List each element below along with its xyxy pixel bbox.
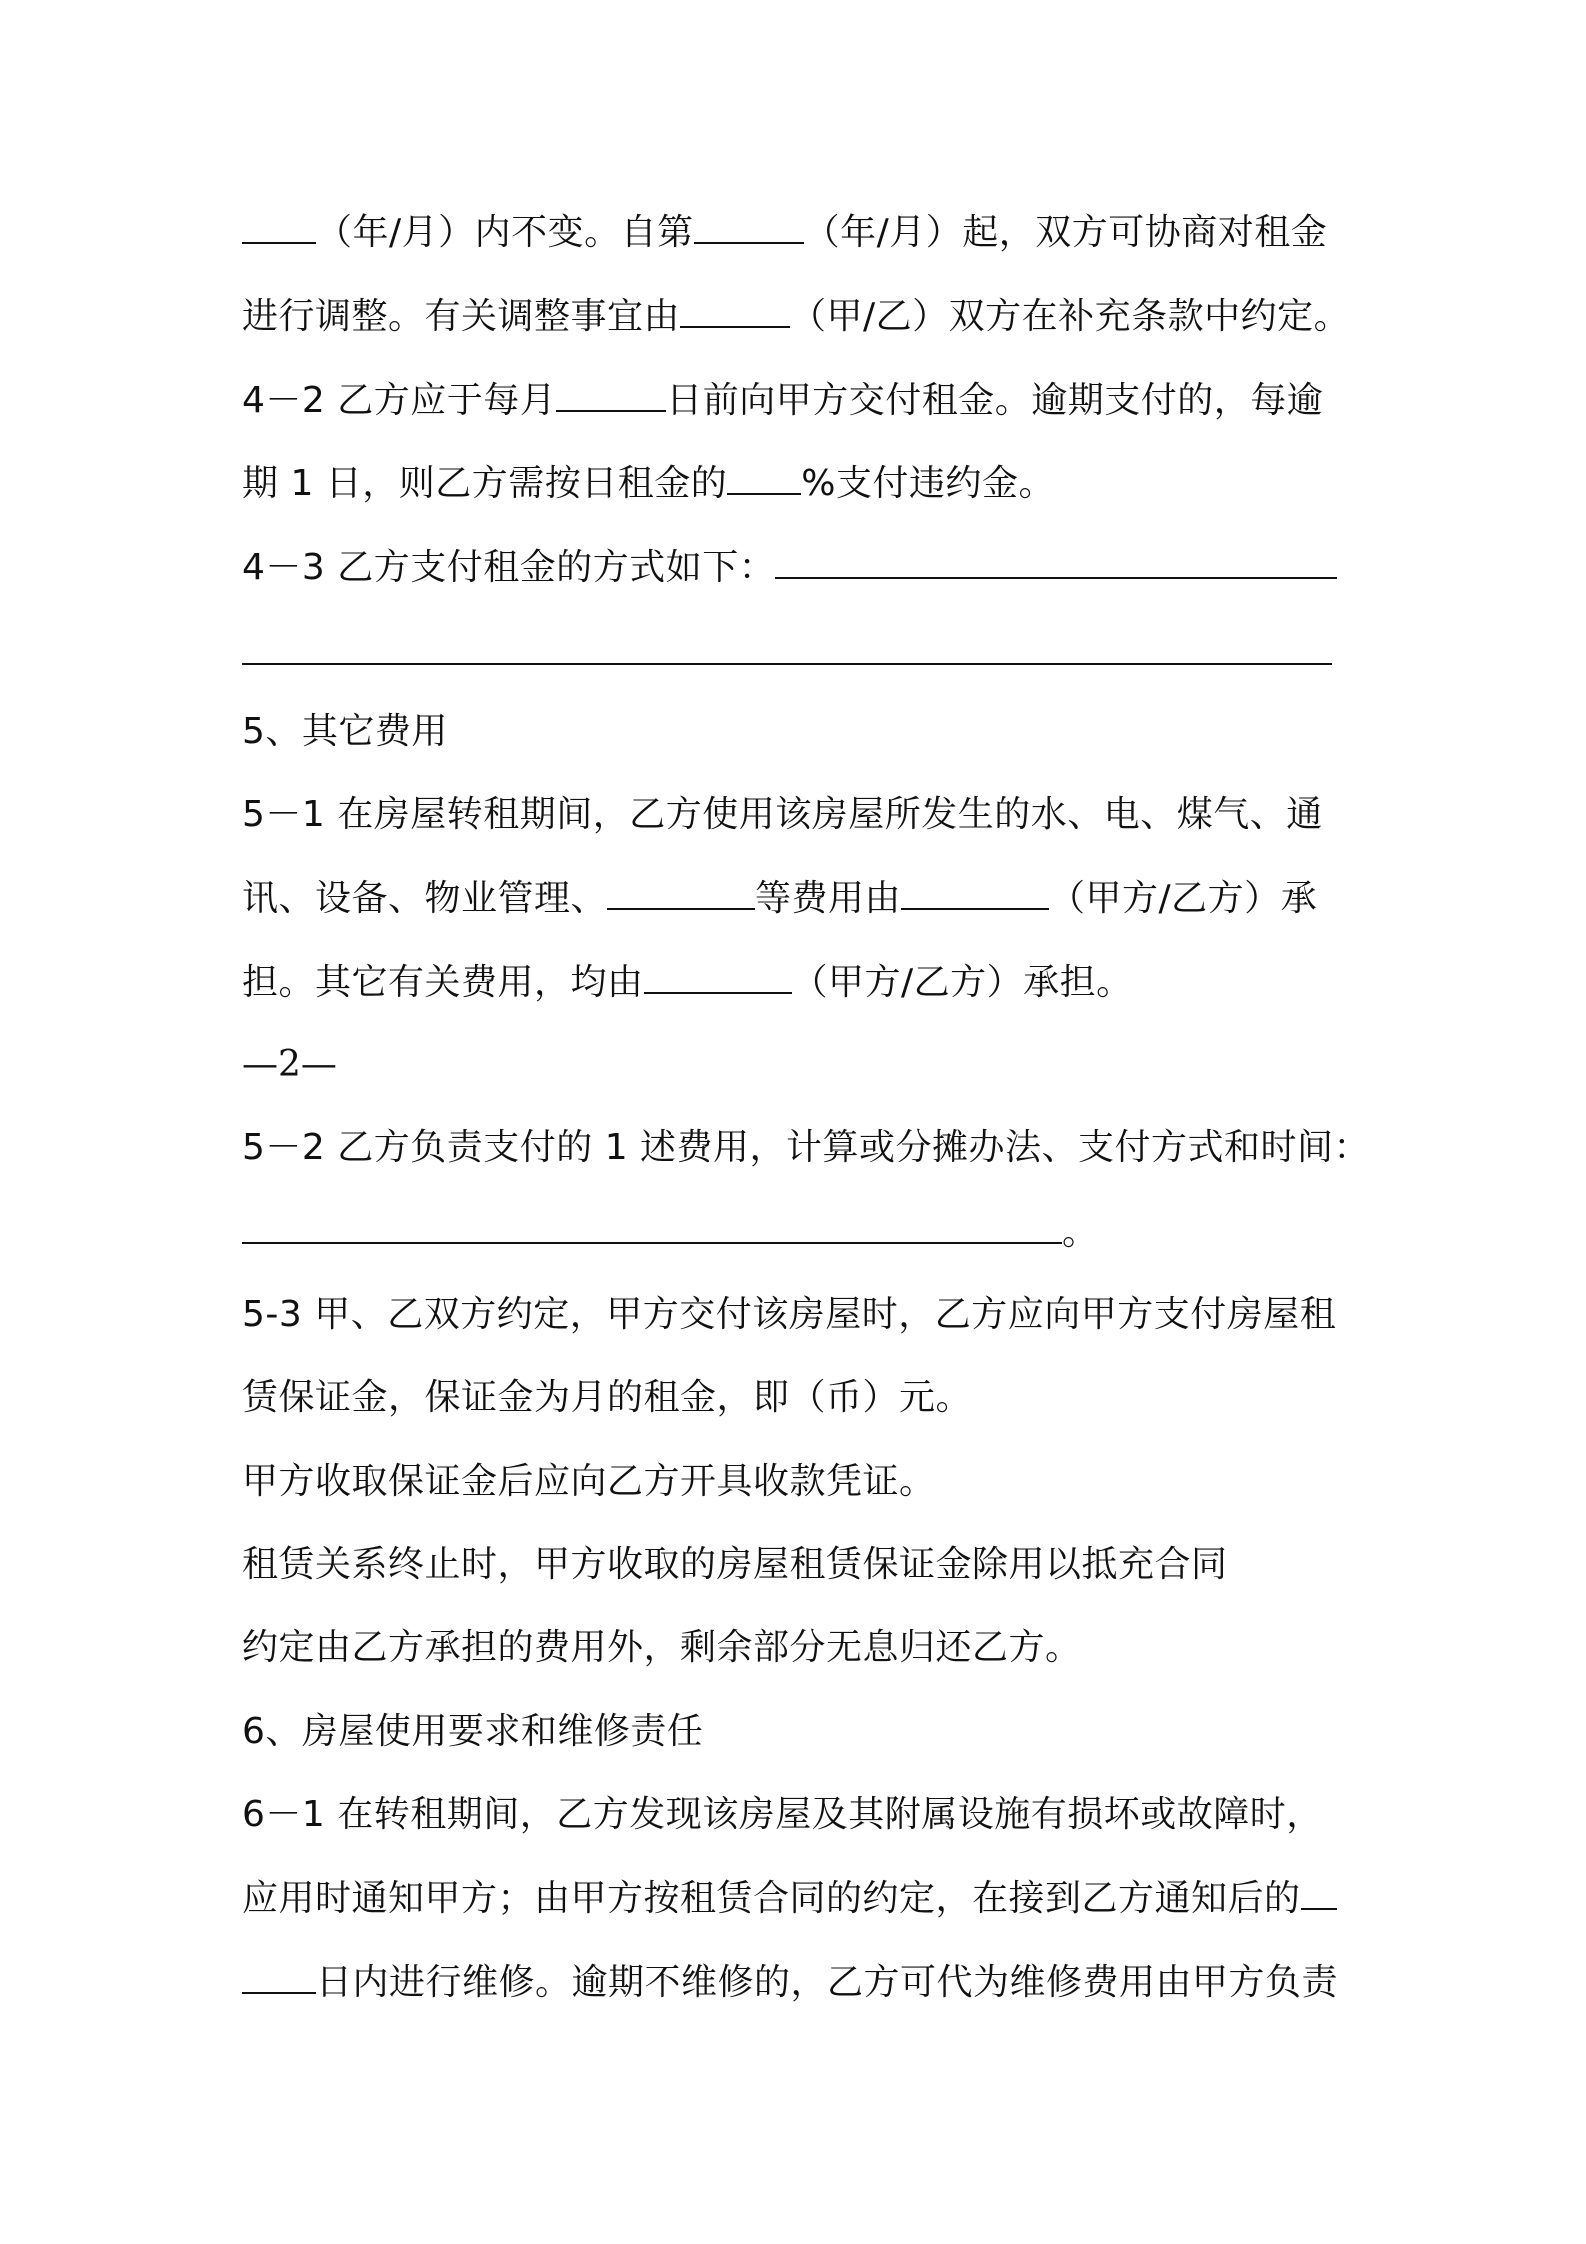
text: （年/月）起，双方可协商对租金 — [803, 212, 1328, 253]
para-line-8 — [242, 874, 1317, 923]
text: 进行调整。有关调整事宜由 — [242, 296, 681, 337]
text: （甲方/乙方）承 — [1049, 878, 1318, 919]
text: （甲方/乙方）承担。 — [791, 962, 1133, 1003]
text: 应用时通知甲方；由甲方按租赁合同的约定，在接到乙方通知后的 — [242, 1878, 1301, 1919]
blank-field[interactable] — [607, 874, 755, 910]
para-line-16 — [242, 1624, 1082, 1672]
text: 担。其它有关费用，均由 — [242, 962, 644, 1003]
text: %支付违约金。 — [801, 463, 1056, 504]
blank-field[interactable] — [727, 459, 801, 495]
text: 4－3 乙方支付租金的方式如下： — [242, 547, 776, 588]
text: （甲/乙）双方在补充条款中约定。 — [790, 296, 1351, 337]
para-line-14 — [242, 1458, 936, 1506]
text: 4－2 乙方应于每月 — [242, 380, 557, 421]
text: （年/月）内不变。自第 — [316, 212, 694, 253]
para-line-1 — [242, 208, 1327, 257]
text: 等费用由 — [755, 878, 902, 919]
para-line-13 — [242, 1374, 972, 1422]
blank-field[interactable] — [644, 958, 792, 994]
blank-field[interactable] — [775, 543, 1337, 579]
blank-field[interactable] — [242, 1208, 1062, 1244]
text: 6－1 在转租期间，乙方发现该房屋及其附属设施有损坏或故障时， — [242, 1794, 1323, 1835]
blank-field[interactable] — [901, 874, 1049, 910]
para-line-19 — [242, 1874, 1337, 1923]
text: 赁保证金，保证金为月的租金，即（币）元。 — [242, 1377, 973, 1418]
text: 5-3 甲、乙双方约定，甲方交付该房屋时，乙方应向甲方支付房屋租 — [242, 1294, 1337, 1335]
text: 5－2 乙方负责支付的 1 述费用，计算或分摊办法、支付方式和时间： — [242, 1127, 1371, 1168]
para-line-12 — [242, 1291, 1336, 1339]
section-heading — [242, 708, 448, 756]
text: 日内进行维修。逾期不维修的，乙方可代为维修费用由甲方负责 — [316, 1962, 1339, 2003]
para-line-10 — [242, 1124, 1370, 1172]
blank-field[interactable] — [242, 208, 316, 244]
blank-field[interactable] — [694, 208, 804, 244]
text: 租赁关系终止时，甲方收取的房屋租赁保证金除用以抵充合同 — [242, 1544, 1228, 1585]
para-line-20 — [242, 1958, 1338, 2007]
para-line-9 — [242, 958, 1133, 1007]
para-line-18 — [242, 1791, 1323, 1839]
text: 约定由乙方承担的费用外，剩余部分无息归还乙方。 — [242, 1627, 1082, 1668]
text: 期 1 日，则乙方需按日租金的 — [242, 463, 728, 504]
text: 5－1 在房屋转租期间，乙方使用该房屋所发生的水、电、煤气、通 — [242, 794, 1323, 835]
text: 日前向甲方交付租金。逾期支付的，每逾 — [666, 380, 1324, 421]
para-line-2 — [242, 292, 1350, 341]
text: 甲方收取保证金后应向乙方开具收款凭证。 — [242, 1461, 936, 1502]
section-heading — [242, 1708, 703, 1756]
para-line-11 — [242, 1208, 1099, 1257]
para-line-3 — [242, 376, 1323, 425]
text: 6、房屋使用要求和维修责任 — [242, 1711, 704, 1752]
blank-field[interactable] — [242, 1958, 316, 1994]
text: 。 — [1062, 1212, 1099, 1253]
text: 讯、设备、物业管理、 — [242, 878, 608, 919]
blank-field[interactable] — [680, 292, 790, 328]
page-number: —2— — [242, 1044, 337, 1085]
blank-rule[interactable] — [242, 663, 1332, 665]
text: 5、其它费用 — [242, 711, 448, 752]
para-line-15 — [242, 1541, 1228, 1589]
para-line-5 — [242, 543, 1337, 592]
para-line-4 — [242, 459, 1055, 508]
blank-field[interactable] — [556, 376, 666, 412]
para-line-7 — [242, 791, 1323, 839]
blank-field[interactable] — [1301, 1874, 1337, 1910]
